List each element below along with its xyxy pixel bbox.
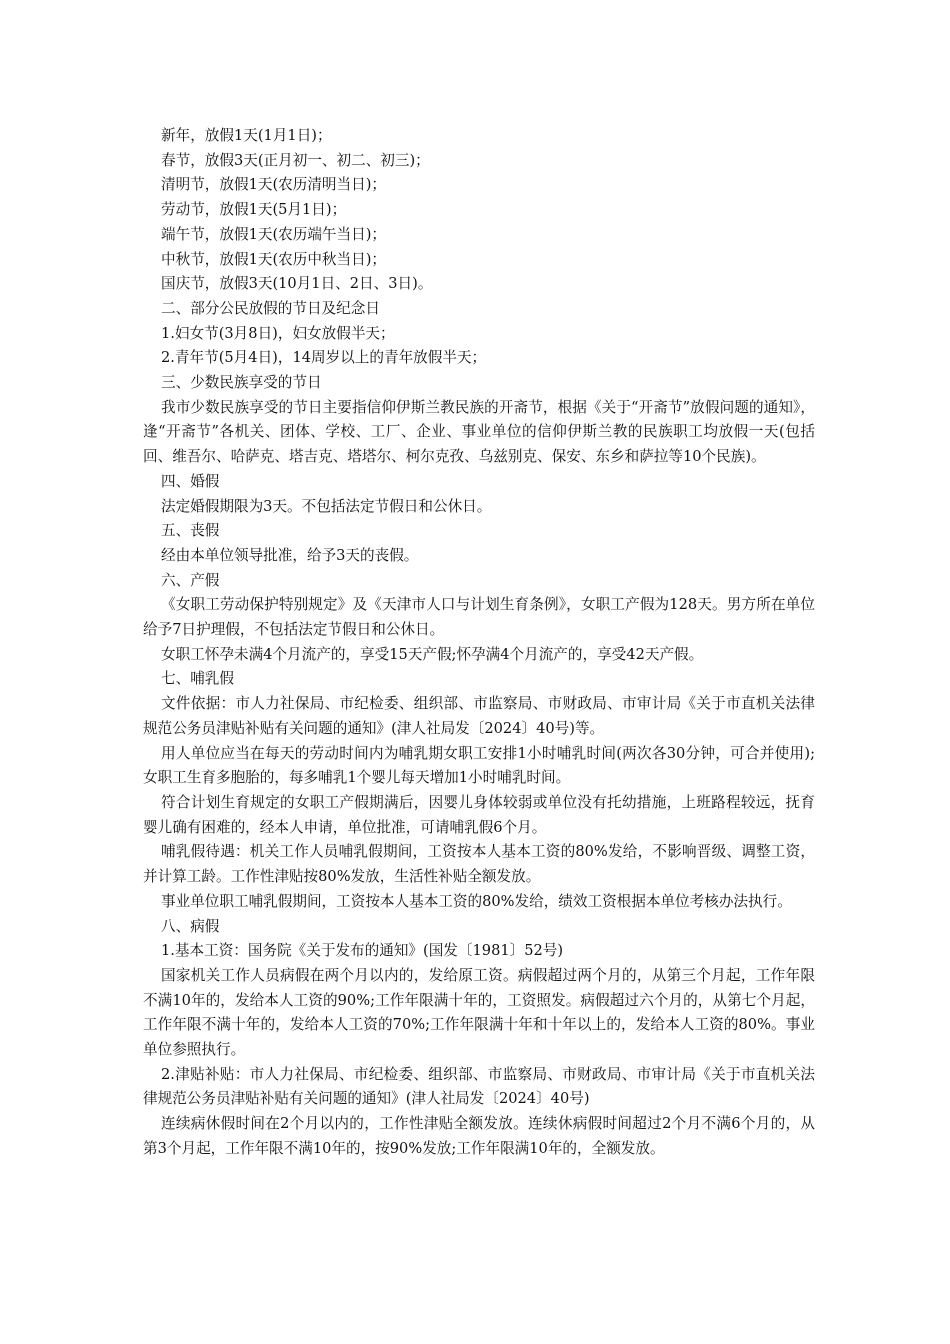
- section-heading: 三、少数民族享受的节日: [161, 374, 322, 392]
- paragraph: 新年，放假1天(1月1日)；: [161, 127, 332, 144]
- section-heading: 四、婚假: [161, 472, 220, 490]
- paragraph: 《女职工劳动保护特别规定》及《天津市人口与计划生育条例》，女职工产假为128天。男方所在单位给予7日护理假，不包括法定节假日和公休日。: [143, 596, 815, 639]
- paragraph: 2.青年节(5月4日)，14周岁以上的青年放假半天；: [161, 349, 487, 367]
- paragraph: 春节，放假3天(正月初一、初二、初三)；: [161, 151, 430, 169]
- paragraph: 1.基本工资：国务院《关于发布的通知》(国发〔1981〕52号): [161, 942, 564, 960]
- section-heading: 五、丧假: [161, 522, 220, 540]
- paragraph: 文件依据：市人力社保局、市纪检委、组织部、市监察局、市财政局、市审计局《关于市直机关法律规范公务员津贴补贴有关问题的通知》(津人社局发〔2024〕40号)等。: [143, 695, 815, 737]
- paragraph: 连续病休假时间在2个月以内的，工作性津贴全额发放。连续休病假时间超过2个月不满6个月的，从第3个月起，工作年限不满10年的，按90%发放;工作年限满10年的，全额发放。: [143, 1115, 815, 1157]
- paragraph: 中秋节，放假1天(农历中秋当日)；: [161, 250, 386, 268]
- paragraph: 国庆节，放假3天(10月1日、2日、3日)。: [161, 275, 433, 293]
- paragraph: 劳动节，放假1天(5月1日)；: [161, 201, 347, 219]
- paragraph: 端午节，放假1天(农历端午当日)；: [161, 225, 386, 243]
- paragraph: 1.妇女节(3月8日)，妇女放假半天；: [161, 324, 395, 342]
- paragraph: 2.津贴补贴：市人力社保局、市纪检委、组织部、市监察局、市财政局、市审计局《关于市直机关法律规范公务员津贴补贴有关问题的通知》(津人社局发〔2024〕40号): [143, 1065, 815, 1108]
- section-heading: 七、哺乳假: [161, 670, 234, 688]
- paragraph: 法定婚假期限为3天。不包括法定节假日和公休日。: [161, 497, 492, 515]
- paragraph: 国家机关工作人员病假在两个月以内的，发给原工资。病假超过两个月的，从第三个月起，工作年限不满10年的，发给本人工资的90%;工作年限满十年的，工资照发。病假超过六个月的，从第七个月起，工作年限不满十年的，发给本人工资的70%;工作年限满十年和十年以上的，发给本人工资的80%。事业单位参照执行。: [143, 966, 815, 1059]
- paragraph: 符合计划生育规定的女职工产假期满后，因婴儿身体较弱或单位没有托幼措施，上班路程较远，抚育婴儿确有困难的，经本人申请，单位批准，可请哺乳假6个月。: [143, 793, 815, 836]
- section-heading: 六、产假: [161, 571, 220, 589]
- section-heading: 二、部分公民放假的节日及纪念日: [161, 299, 380, 317]
- document-body: [143, 124, 815, 1162]
- paragraph: 经由本单位领导批准，给予3天的丧假。: [161, 546, 419, 564]
- paragraph: 清明节，放假1天(农历清明当日)；: [161, 176, 386, 194]
- paragraph: 哺乳假待遇：机关工作人员哺乳假期间，工资按本人基本工资的80%发给，不影响晋级、调整工资，并计算工龄。工作性津贴按80%发放，生活性补贴全额发放。: [143, 843, 815, 886]
- paragraph: 事业单位职工哺乳假期间，工资按本人基本工资的80%发给，绩效工资根据本单位考核办法执行。: [161, 892, 792, 910]
- section-heading: 八、病假: [161, 917, 220, 935]
- paragraph: 我市少数民族享受的节日主要指信仰伊斯兰教民族的开斋节，根据《关于“开斋节”放假问题的通知》，逢“开斋节”各机关、团体、学校、工厂、企业、事业单位的信仰伊斯兰教的民族职工均放假一天(包括回、维吾尔、哈萨克、塔吉克、塔塔尔、柯尔克孜、乌兹别克、保安、东乡和萨拉等10个民族)。: [143, 398, 815, 466]
- paragraph: 用人单位应当在每天的劳动时间内为哺乳期女职工安排1小时哺乳时间(两次各30分钟，可合并使用);女职工生育多胞胎的，每多哺乳1个婴儿每天增加1小时哺乳时间。: [143, 744, 815, 787]
- paragraph: 女职工怀孕未满4个月流产的，享受15天产假;怀孕满4个月流产的，享受42天产假。: [161, 645, 704, 663]
